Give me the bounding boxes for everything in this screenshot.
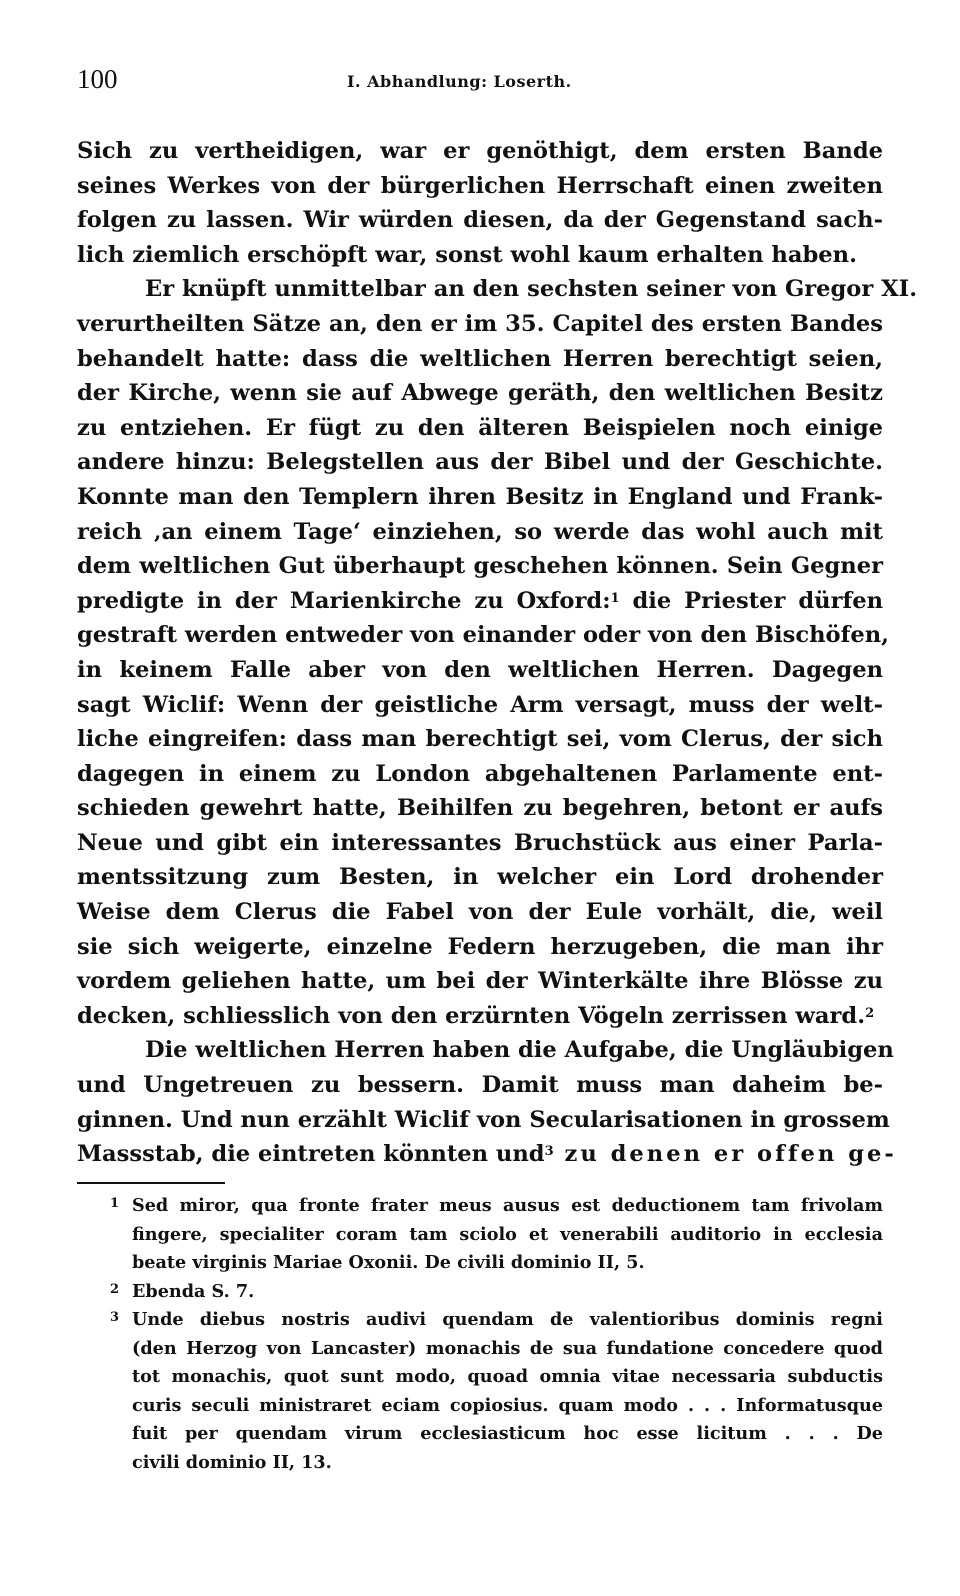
- text-fragment: die Priester dürfen: [619, 587, 883, 614]
- footnote-line: beate virginis Mariae Oxonii. De civili dominio II, 5.: [132, 1252, 645, 1273]
- text-line-with-footnote-2: [77, 999, 883, 1034]
- text-line-with-footnote-1: [77, 584, 883, 619]
- text-line: vordem geliehen hatte, um bei der Winterkälte ihre Blösse zu: [77, 968, 883, 995]
- text-line: liche eingreifen: dass man berechtigt sei, vom Clerus, der sich: [77, 726, 883, 753]
- footnote-line: Ebenda S. 7.: [132, 1280, 255, 1302]
- text-line: schieden gewehrt hatte, Beihilfen zu begehren, betont er aufs: [77, 795, 883, 822]
- footnote-2: [110, 1278, 883, 1307]
- footnote-mark: 1: [110, 1196, 120, 1211]
- running-title: I. Abhandlung: Loserth.: [347, 72, 572, 91]
- text-line: seines Werkes von der bürgerlichen Herrschaft einen zweiten: [77, 172, 883, 199]
- footnote-line: curis seculi ministraret eciam copiosius. quam modo . . . Informatusque: [132, 1394, 883, 1416]
- text-line: mentssitzung zum Besten, in welcher ein Lord drohender: [77, 864, 883, 891]
- text-line: verurtheilten Sätze an, den er im 35. Capitel des ersten Bandes: [77, 310, 883, 337]
- footnote-line: fingere, specialiter coram tam sciolo et venerabili auditorio in ecclesia: [132, 1223, 883, 1245]
- text-line: der Kirche, wenn sie auf Abwege geräth, den weltlichen Besitz: [77, 380, 883, 407]
- text-line: in keinem Falle aber von den weltlichen Herren. Dagegen: [77, 656, 883, 683]
- footnote-reference-2: 2: [865, 1005, 875, 1021]
- text-line: zu entziehen. Er fügt zu den älteren Beispielen noch einige: [77, 414, 883, 441]
- text-line: dem weltlichen Gut überhaupt geschehen können. Sein Gegner: [77, 553, 883, 580]
- text-line: sagt Wiclif: Wenn der geistliche Arm versagt, muss der welt-: [77, 691, 883, 718]
- page-number: 100: [77, 64, 118, 94]
- footnotes: [110, 1192, 883, 1477]
- text-line: Die weltlichen Herren haben die Aufgabe, die Ungläubigen: [145, 1037, 894, 1064]
- text-line: behandelt hatte: dass die weltlichen Herren berechtigt seien,: [77, 345, 883, 372]
- text-line: lich ziemlich erschöpft war, sonst wohl kaum erhalten haben.: [77, 241, 857, 268]
- text-line: andere hinzu: Belegstellen aus der Bibel und der Geschichte.: [77, 449, 883, 476]
- footnote-line: (den Herzog von Lancaster) monachis de sua fundatione concedere quod: [132, 1337, 883, 1359]
- text-line: reich ‚an einem Tage‘ einziehen, so werde das wohl auch mit: [77, 518, 883, 545]
- footnote-line: civili dominio II, 13.: [132, 1451, 332, 1473]
- footnote-reference-3: 3: [544, 1144, 554, 1160]
- text-line: Weise dem Clerus die Fabel von der Eule vorhält, die, weil: [77, 899, 883, 926]
- main-text: [77, 134, 918, 1172]
- text-line: dagegen in einem zu London abgehaltenen Parlamente ent-: [77, 760, 883, 787]
- footnote-line: tot monachis, quot sunt modo, quoad omnia vitae necessaria subductis: [132, 1366, 883, 1387]
- text-line-with-footnote-3: [77, 1137, 897, 1172]
- text-line: sie sich weigerte, einzelne Federn herzugeben, die man ihr: [77, 933, 883, 960]
- footnote-line: Unde diebus nostris audivi quendam de valentioribus dominis regni: [132, 1309, 883, 1330]
- footnote-3: [110, 1306, 883, 1477]
- text-fragment: Massstab, die eintreten könnten und: [77, 1141, 545, 1168]
- text-line: Sich zu vertheidigen, war er genöthigt, dem ersten Bande: [77, 138, 883, 164]
- footnote-mark: 2: [110, 1281, 120, 1297]
- text-line: Konnte man den Templern ihren Besitz in England und Frank-: [77, 483, 883, 510]
- spaced-text-fragment: zu denen er offen ge-: [553, 1141, 897, 1168]
- text-line: gestraft werden entweder von einander oder von den Bischöfen,: [77, 622, 889, 649]
- text-fragment: predigte in der Marienkirche zu Oxford:: [77, 587, 611, 614]
- footnote-separator: [77, 1182, 225, 1184]
- text-line: Er knüpft unmittelbar an den sechsten seiner von Gregor XI.: [145, 276, 918, 303]
- text-fragment: decken, schliesslich von den erzürnten Vögeln zerrissen ward.: [77, 1002, 866, 1029]
- footnote-line: fuit per quendam virum ecclesiasticum hoc esse licitum . . . De: [132, 1423, 883, 1444]
- page-header: [77, 64, 883, 100]
- footnote-line: Sed miror, qua fronte frater meus ausus est deductionem tam frivolam: [132, 1195, 883, 1216]
- text-line: ginnen. Und nun erzählt Wiclif von Secularisationen in grossem: [77, 1106, 890, 1133]
- text-line: folgen zu lassen. Wir würden diesen, da der Gegenstand sach-: [77, 207, 883, 234]
- text-line: Neue und gibt ein interessantes Bruchstück aus einer Parla-: [77, 829, 883, 856]
- footnote-mark: 3: [110, 1310, 120, 1325]
- footnote-1: [110, 1192, 883, 1278]
- footnote-reference-1: 1: [610, 590, 620, 606]
- text-line: und Ungetreuen zu bessern. Damit muss man daheim be-: [77, 1072, 883, 1099]
